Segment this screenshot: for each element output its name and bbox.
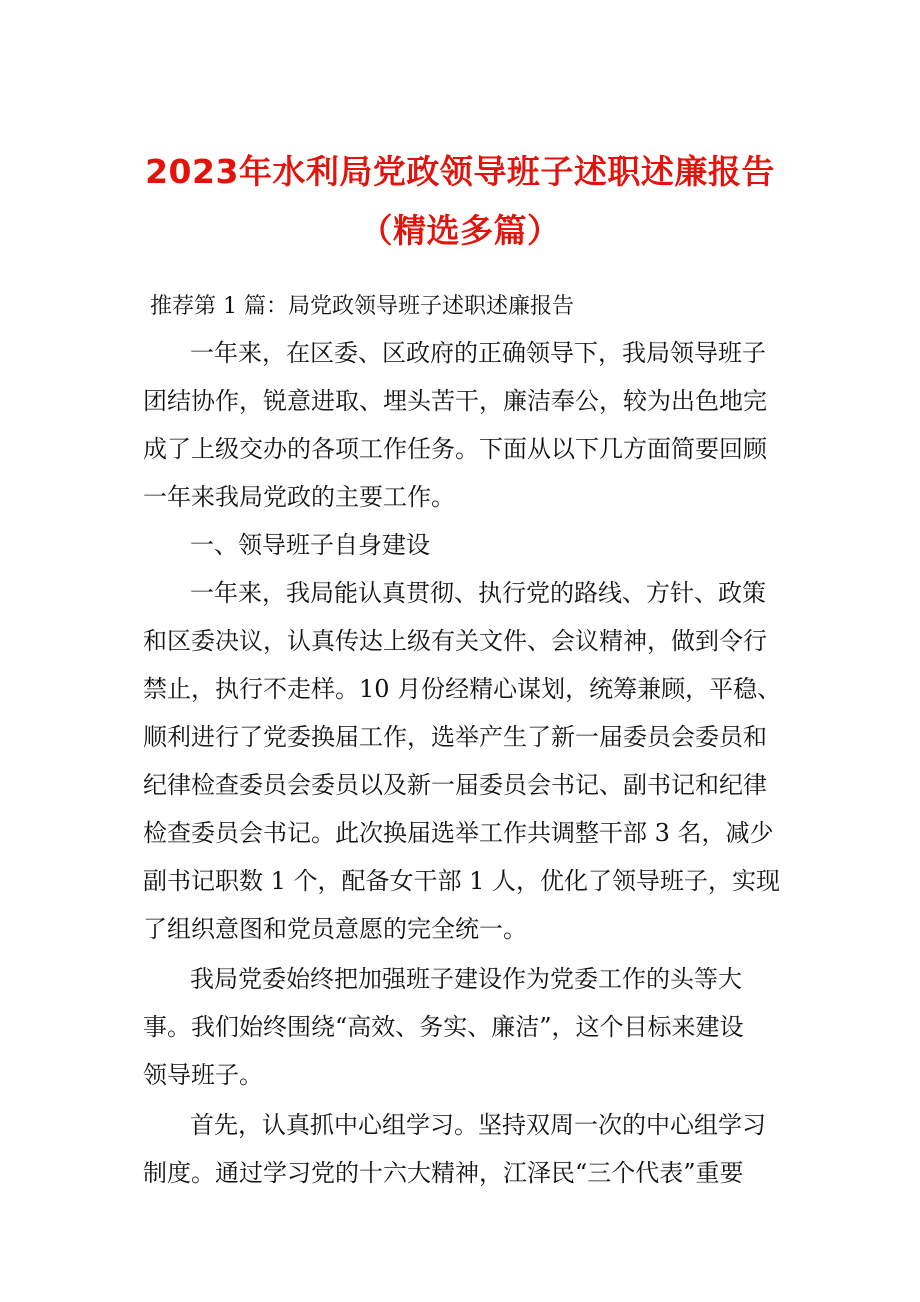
paragraph-line: 顺利进行了党委换届工作，选举产生了新一届委员会委员和 [143, 723, 767, 751]
paragraph-line: 一年来，在区委、区政府的正确领导下，我局领导班子 [190, 339, 766, 367]
paragraph-line: 首先，认真抓中心组学习。坚持双周一次的中心组学习 [190, 1111, 766, 1139]
paragraph-line: 领导班子。 [143, 1061, 263, 1089]
paragraph-line: 我局党委始终把加强班子建设作为党委工作的头等大 [190, 965, 742, 993]
document-title: 2023年水利局党政领导班子述职述廉报告 [145, 152, 775, 191]
paragraph-line: 事。我们始终围绕“高效、务实、廉洁”，这个目标来建设 [143, 1013, 744, 1041]
paragraph-line: 纪律检查委员会委员以及新一届委员会书记、副书记和纪律 [143, 771, 767, 799]
section-heading: 一、领导班子自身建设 [190, 531, 430, 559]
paragraph-line: 成了上级交办的各项工作任务。下面从以下几方面简要回顾 [143, 435, 767, 463]
paragraph-line: 和区委决议，认真传达上级有关文件、会议精神，做到令行 [143, 627, 767, 655]
paragraph-line: 检查委员会书记。此次换届选举工作共调整干部 3 名，减少 [143, 819, 774, 847]
recommend-heading: 推荐第 1 篇：局党政领导班子述职述廉报告 [150, 294, 574, 319]
document-subtitle: （精选多篇） [359, 211, 561, 250]
paragraph-line: 了组织意图和党员意愿的完全统一。 [143, 915, 527, 943]
paragraph-line: 副书记职数 1 个，配备女干部 1 人，优化了领导班子，实现 [143, 867, 781, 895]
paragraph-line: 团结协作，锐意进取、埋头苦干，廉洁奉公，较为出色地完 [143, 387, 767, 415]
paragraph-line: 一年来，我局能认真贯彻、执行党的路线、方针、政策 [190, 579, 766, 607]
paragraph-line: 一年来我局党政的主要工作。 [143, 483, 455, 511]
paragraph-line: 禁止，执行不走样。10 月份经精心谋划，统筹兼顾，平稳、 [143, 675, 782, 703]
paragraph-line: 制度。通过学习党的十六大精神，江泽民“三个代表”重要 [143, 1159, 744, 1187]
